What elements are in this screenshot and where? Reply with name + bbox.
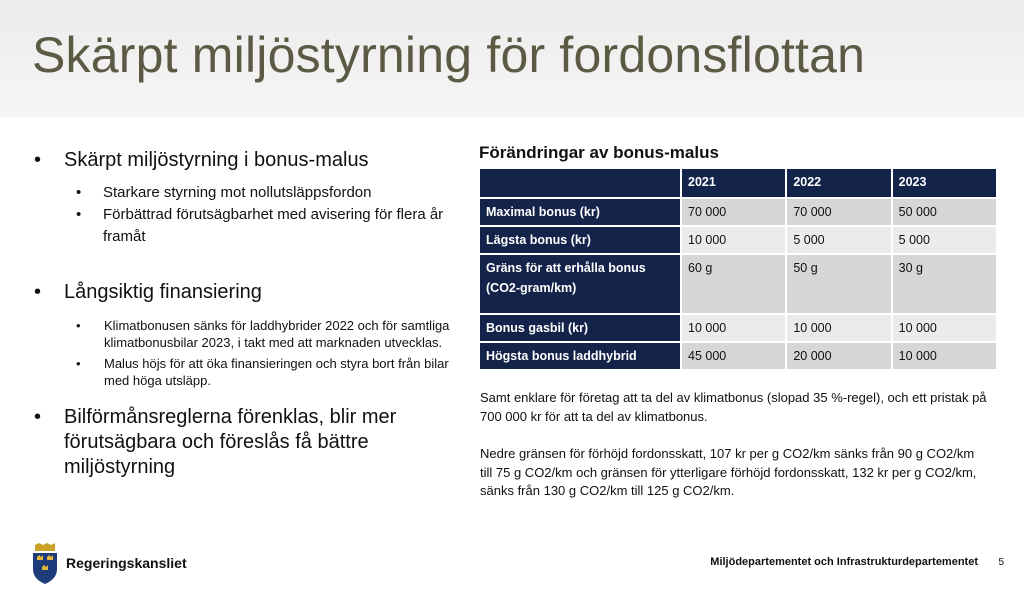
table-row xyxy=(479,314,997,342)
row-label: Lägsta bonus (kr) xyxy=(479,226,681,254)
department-name: Miljödepartementet och Infrastrukturdepartementet xyxy=(710,556,978,568)
slide-title: Skärpt miljöstyrning för fordonsflottan xyxy=(32,27,866,83)
table-cell: 50 g xyxy=(786,254,891,314)
table-cell: 10 000 xyxy=(681,226,786,254)
header-cell: 2023 xyxy=(892,168,997,198)
table-cell: 10 000 xyxy=(786,314,891,342)
sub-bullet: • Starkare styrning mot nollutsläppsfordon xyxy=(34,182,474,204)
table-cell: 30 g xyxy=(892,254,997,314)
table-header-row xyxy=(479,168,997,198)
page-number: 5 xyxy=(998,557,1004,568)
sub-bullet: • Förbättrad förutsägbarhet med avisering för flera år framåt xyxy=(34,204,474,248)
bullet-bilformansregler: • Bilförmånsreglerna förenklas, blir mer förutsägbara och föreslås få bättre miljöstyrning xyxy=(34,405,474,480)
row-label: Högsta bonus laddhybrid xyxy=(479,342,681,370)
table-row xyxy=(479,226,997,254)
row-label: Bonus gasbil (kr) xyxy=(479,314,681,342)
row-label: Maximal bonus (kr) xyxy=(479,198,681,226)
bullet-list xyxy=(34,148,474,480)
table-title: Förändringar av bonus-malus xyxy=(479,143,719,162)
table-cell: 5 000 xyxy=(892,226,997,254)
bullet-finansiering: • Långsiktig finansiering xyxy=(34,280,474,305)
table-cell: 5 000 xyxy=(786,226,891,254)
note-fordonsskatt: Nedre gränsen för förhöjd fordonsskatt, 107 kr per g CO2/km sänks från 90 g CO2/km till 75 g CO2/km och gränsen för ytterligare förhöjd fordonsskatt, 132 kr per g CO2/km, sänks från 130 g CO2/km till 125 g CO2/km. xyxy=(480,446,977,498)
table-cell: 50 000 xyxy=(892,198,997,226)
header-cell: 2021 xyxy=(681,168,786,198)
table-cell: 10 000 xyxy=(892,314,997,342)
slide-header xyxy=(0,0,1024,118)
three-crowns-emblem-icon xyxy=(30,543,60,590)
sub-bullet: • Klimatbonusen sänks för laddhybrider 2022 och för samtliga klimatbonusbilar 2023, i takt med att marknaden utvecklas. xyxy=(34,317,474,351)
header-cell xyxy=(479,168,681,198)
table-row xyxy=(479,198,997,226)
organization-name: Regeringskansliet xyxy=(66,555,187,571)
table-row xyxy=(479,342,997,370)
table-cell: 70 000 xyxy=(786,198,891,226)
table-cell: 20 000 xyxy=(786,342,891,370)
bullet-bonus-malus: • Skärpt miljöstyrning i bonus-malus xyxy=(34,148,474,173)
note-klimatbonus: Samt enklare för företag att ta del av klimatbonus (slopad 35 %-regel), och ett pristak på 700 000 kr för att ta del av klimatbonus. xyxy=(480,390,987,424)
table-cell: 45 000 xyxy=(681,342,786,370)
sub-bullet: • Malus höjs för att öka finansieringen och styra bort från bilar med höga utsläpp. xyxy=(34,355,474,389)
header-cell: 2022 xyxy=(786,168,891,198)
table-row xyxy=(479,254,997,314)
table-cell: 70 000 xyxy=(681,198,786,226)
row-label: Gräns för att erhålla bonus (CO2-gram/km) xyxy=(479,254,681,314)
table-cell: 10 000 xyxy=(892,342,997,370)
bonus-malus-table xyxy=(478,167,998,371)
table-cell: 10 000 xyxy=(681,314,786,342)
table-cell: 60 g xyxy=(681,254,786,314)
